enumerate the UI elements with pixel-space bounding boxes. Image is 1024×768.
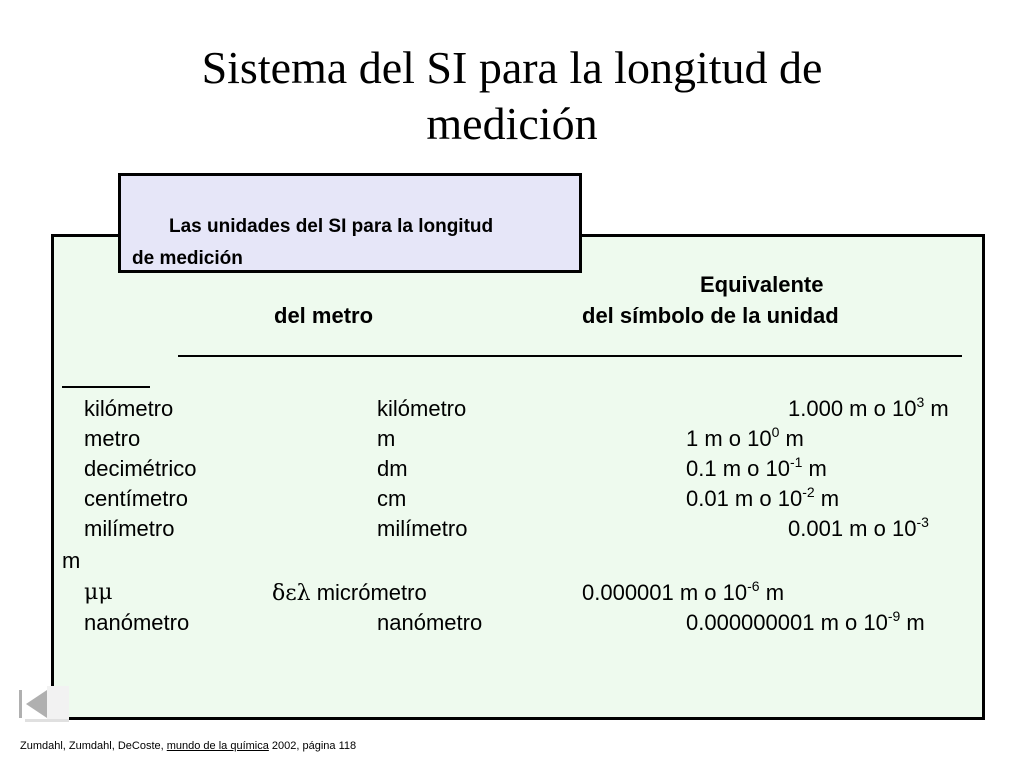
row-centimetro-name: centímetro bbox=[84, 486, 188, 511]
row-decimetrico-value: 0.1 m o $10^{-1}$ m bbox=[686, 454, 827, 481]
citation-footer bbox=[20, 740, 356, 752]
row-kilometro-symbol: kilómetro bbox=[377, 396, 467, 421]
row-milimetro-value: 0.001 m o $10^{-3}$ bbox=[788, 514, 929, 541]
citation-authors: Zumdahl, Zumdahl, DeCoste, bbox=[20, 740, 164, 752]
header-del-metro: del metro bbox=[274, 303, 374, 328]
row-nanometro-symbol: nanómetro bbox=[377, 610, 483, 635]
first-slide-icon[interactable] bbox=[17, 686, 69, 722]
table-caption-tab bbox=[118, 173, 582, 273]
header-equivalente: Equivalente bbox=[700, 272, 824, 297]
row-micrometro-value: 0.000001 m o $10^{-6}$ m bbox=[582, 578, 785, 605]
row-centimetro-value: 0.01 m o $10^{-2}$ m bbox=[686, 484, 840, 511]
row-metro-value: 1 m o $10^0$ m bbox=[686, 424, 804, 451]
row-metro-name: metro bbox=[84, 426, 141, 451]
slide-title-line1: Sistema del SI para la longitud de bbox=[201, 42, 823, 93]
row-micrometro-symbol: δελ micrómetro bbox=[272, 580, 427, 606]
row-decimetrico-symbol: dm bbox=[377, 456, 408, 481]
row-milimetro-unit: m bbox=[62, 548, 81, 573]
row-milimetro-name: milímetro bbox=[84, 516, 175, 541]
citation-book-link[interactable]: mundo de la química bbox=[166, 740, 269, 752]
row-decimetrico-name: decimétrico bbox=[84, 456, 197, 481]
header-rule bbox=[178, 355, 962, 357]
row-kilometro-value: 1.000 m o $10^3$ m bbox=[788, 394, 949, 421]
table-caption-line2: de medición bbox=[132, 248, 243, 269]
slide-title-line2: medición bbox=[426, 98, 598, 149]
citation-year-page: 2002, página 118 bbox=[271, 740, 357, 752]
slide-title bbox=[0, 40, 1024, 152]
row-kilometro-name: kilómetro bbox=[84, 396, 174, 421]
row-nanometro-value: 0.000000001 m o $10^{-9}$ m bbox=[686, 608, 925, 635]
header-simbolo-unidad: del símbolo de la unidad bbox=[582, 303, 839, 328]
header-rule-continued bbox=[62, 386, 150, 388]
row-centimetro-symbol: cm bbox=[377, 486, 407, 511]
row-micrometro-name: μμ bbox=[84, 580, 113, 605]
row-milimetro-symbol: milímetro bbox=[377, 516, 468, 541]
table-caption-line1: Las unidades del SI para la longitud bbox=[169, 216, 494, 237]
row-nanometro-name: nanómetro bbox=[84, 610, 190, 635]
row-metro-symbol: m bbox=[377, 426, 396, 451]
